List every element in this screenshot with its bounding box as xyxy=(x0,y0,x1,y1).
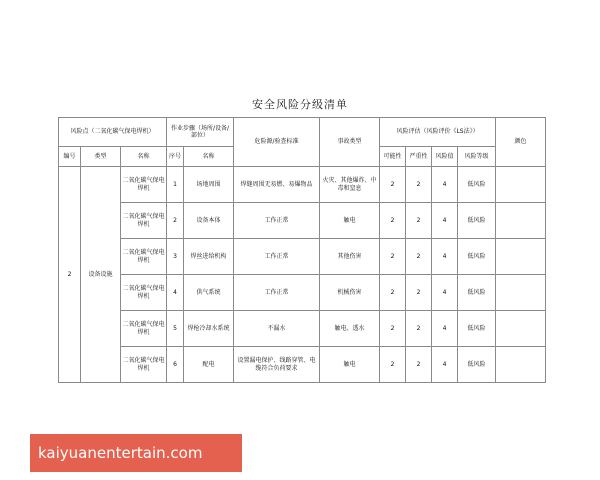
cell-name: 二氧化碳气保电焊机 xyxy=(121,167,167,203)
cell-risk-value: 4 xyxy=(432,203,458,239)
page-title: 安全风险分级清单 xyxy=(252,98,348,111)
cell-hazard: 不漏水 xyxy=(234,311,320,347)
cell-seq: 1 xyxy=(167,167,184,203)
cell-likelihood: 2 xyxy=(380,347,406,383)
subheader-step-name: 名称 xyxy=(184,147,234,167)
cell-accident: 触电 xyxy=(320,347,380,383)
cell-step-name: 设备本体 xyxy=(184,203,234,239)
cell-hazard: 工作正常 xyxy=(234,239,320,275)
cell-risk-value: 4 xyxy=(432,275,458,311)
cell-seq: 6 xyxy=(167,347,184,383)
watermark-text: kaiyuanentertain.com xyxy=(38,444,203,462)
cell-color xyxy=(496,347,546,383)
cell-step-name: 供气系统 xyxy=(184,275,234,311)
cell-color xyxy=(496,239,546,275)
cell-severity: 2 xyxy=(406,347,432,383)
subheader-type: 类型 xyxy=(81,147,121,167)
cell-hazard: 焊缝周围无易燃、易爆物品 xyxy=(234,167,320,203)
watermark-banner xyxy=(30,434,242,472)
cell-accident: 触电 xyxy=(320,203,380,239)
cell-no: 2 xyxy=(59,167,81,383)
table-row xyxy=(59,311,546,347)
cell-name: 二氧化碳气保电焊机 xyxy=(121,275,167,311)
cell-seq: 5 xyxy=(167,311,184,347)
table-row xyxy=(59,275,546,311)
subheader-seq: 序号 xyxy=(167,147,184,167)
subheader-risk-level: 风险等级 xyxy=(458,147,496,167)
cell-risk-level: 低风险 xyxy=(458,347,496,383)
cell-seq: 4 xyxy=(167,275,184,311)
cell-hazard: 工作正常 xyxy=(234,203,320,239)
cell-severity: 2 xyxy=(406,275,432,311)
cell-hazard: 设置漏电保护、线路穿管、电缆符合负荷要求 xyxy=(234,347,320,383)
header-color: 颜色 xyxy=(496,118,546,167)
header-risk-eval: 风险评估（风险评价《LS法》） xyxy=(380,118,496,147)
cell-name: 二氧化碳气保电焊机 xyxy=(121,203,167,239)
cell-color xyxy=(496,167,546,203)
cell-step-name: 焊丝进给机构 xyxy=(184,239,234,275)
cell-risk-value: 4 xyxy=(432,239,458,275)
subheader-severity: 严重性 xyxy=(406,147,432,167)
cell-risk-level: 低风险 xyxy=(458,239,496,275)
cell-risk-level: 低风险 xyxy=(458,167,496,203)
header-work-step: 作业步骤（场所/设备/部位） xyxy=(167,118,234,147)
cell-severity: 2 xyxy=(406,239,432,275)
table-row xyxy=(59,203,546,239)
subheader-no: 编号 xyxy=(59,147,81,167)
cell-severity: 2 xyxy=(406,311,432,347)
risk-grading-table xyxy=(58,117,546,383)
table-row xyxy=(59,347,546,383)
cell-name: 二氧化碳气保电焊机 xyxy=(121,311,167,347)
cell-color xyxy=(496,275,546,311)
cell-seq: 2 xyxy=(167,203,184,239)
cell-severity: 2 xyxy=(406,203,432,239)
cell-color xyxy=(496,203,546,239)
header-accident-type: 事故类型 xyxy=(320,118,380,167)
cell-accident: 火灾、其他爆炸、中毒和窒息 xyxy=(320,167,380,203)
header-hazard-source: 危险源/验查标准 xyxy=(234,118,320,167)
table-row xyxy=(59,167,546,203)
cell-step-name: 焊枪冷却水系统 xyxy=(184,311,234,347)
cell-risk-level: 低风险 xyxy=(458,203,496,239)
cell-accident: 机械伤害 xyxy=(320,275,380,311)
cell-step-name: 场地周围 xyxy=(184,167,234,203)
cell-accident: 触电、透水 xyxy=(320,311,380,347)
cell-name: 二氧化碳气保电焊机 xyxy=(121,239,167,275)
cell-type: 设备设施 xyxy=(81,167,121,383)
table-header-group-row xyxy=(59,118,546,147)
cell-likelihood: 2 xyxy=(380,311,406,347)
cell-risk-value: 4 xyxy=(432,167,458,203)
cell-likelihood: 2 xyxy=(380,239,406,275)
cell-risk-value: 4 xyxy=(432,347,458,383)
table-row xyxy=(59,239,546,275)
cell-risk-value: 4 xyxy=(432,311,458,347)
cell-seq: 3 xyxy=(167,239,184,275)
cell-accident: 其他伤害 xyxy=(320,239,380,275)
subheader-name: 名称 xyxy=(121,147,167,167)
cell-color xyxy=(496,311,546,347)
cell-likelihood: 2 xyxy=(380,203,406,239)
cell-name: 二氧化碳气保电焊机 xyxy=(121,347,167,383)
subheader-risk-value: 风险值 xyxy=(432,147,458,167)
subheader-likelihood: 可能性 xyxy=(380,147,406,167)
cell-severity: 2 xyxy=(406,167,432,203)
cell-step-name: 配电 xyxy=(184,347,234,383)
cell-hazard: 工作正常 xyxy=(234,275,320,311)
cell-likelihood: 2 xyxy=(380,275,406,311)
header-risk-point: 风险点（二氧化碳气保电焊机） xyxy=(59,118,167,147)
cell-likelihood: 2 xyxy=(380,167,406,203)
cell-risk-level: 低风险 xyxy=(458,275,496,311)
cell-risk-level: 低风险 xyxy=(458,311,496,347)
